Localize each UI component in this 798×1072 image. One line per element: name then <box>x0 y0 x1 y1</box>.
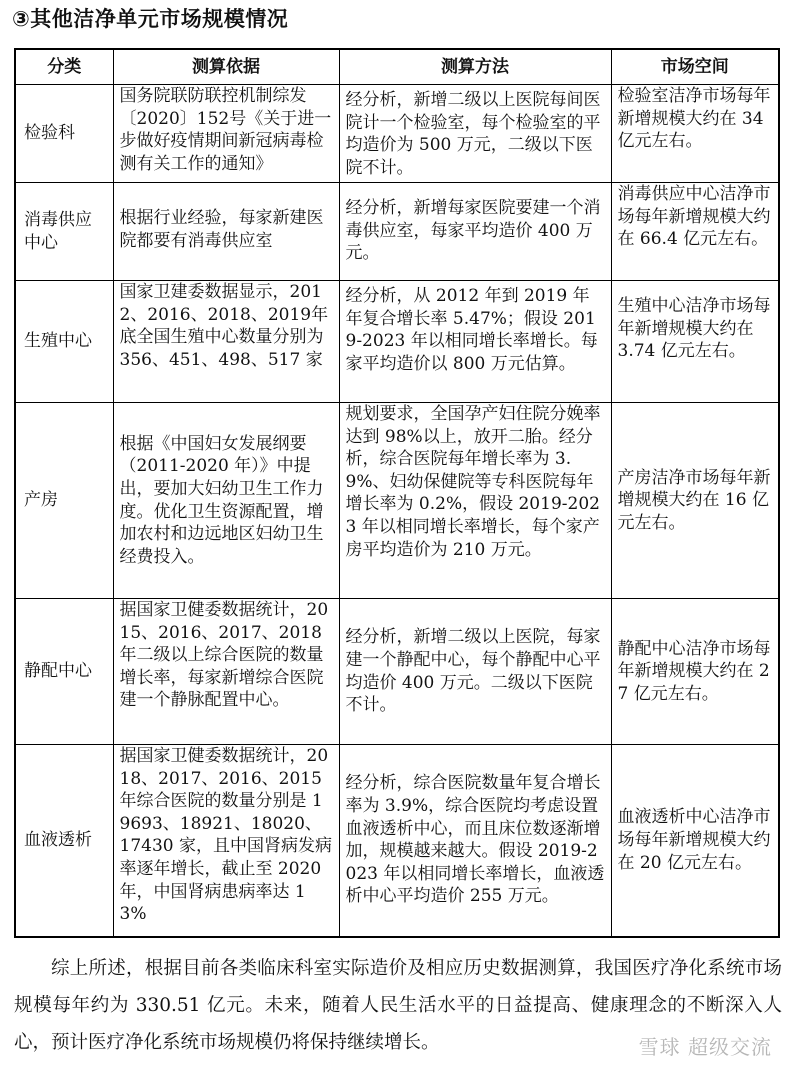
row-basis: 根据《中国妇女发展纲要（2011-2020 年）》中提出，要加大妇幼卫生工作力度。优化卫生资源配置，增加农村和边远地区妇幼卫生经费投入。 <box>113 403 339 599</box>
row-basis: 国务院联防联控机制综发〔2020〕152号《关于进一步做好疫情期间新冠病毒检测有关工作的通知》 <box>113 85 339 183</box>
row-basis: 据国家卫健委数据统计，2015、2016、2017、2018 年二级以上综合医院的数量增长率，每家新增综合医院建一个静脉配置中心。 <box>113 599 339 745</box>
row-basis: 国家卫建委数据显示，2012、2016、2018、2019年底全国生殖中心数量分别为 356、451、498、517 家 <box>113 281 339 403</box>
watermark: 雪球 超级交流 <box>638 1035 772 1059</box>
table-row <box>15 599 779 745</box>
row-basis: 根据行业经验，每家新建医院都要有消毒供应室 <box>113 183 339 281</box>
row-market-space: 消毒供应中心洁净市场每年新增规模大约在 66.4 亿元左右。 <box>611 183 779 281</box>
market-size-table <box>14 48 780 938</box>
row-method: 规划要求，全国孕产妇住院分娩率达到 98%以上，放开二胎。经分析，综合医院每年增长率为 3.9%、妇幼保健院等专科医院每年增长率为 0.2%，假设 2019-2023 年以相同增长率增长，每个家产房平均造价为 210 万元。 <box>339 403 611 599</box>
section-title: ③其他洁净单元市场规模情况 <box>12 7 289 31</box>
row-method: 经分析，综合医院数量年复合增长率为 3.9%，综合医院均考虑设置血液透析中心，而且床位数逐渐增加，规模越来越大。假设 2019-2023 年以相同增长率增长，血液透析中心平均造价 255 万元。 <box>339 745 611 937</box>
table-row <box>15 403 779 599</box>
table-row <box>15 281 779 403</box>
row-category: 检验科 <box>15 85 113 183</box>
row-basis: 据国家卫健委数据统计，2018、2017、2016、2015 年综合医院的数量分别是 19693、18921、18020、17430 家，且中国肾病发病率逐年增长，截止至 2020 年，中国肾病患病率达 13% <box>113 745 339 937</box>
row-market-space: 静配中心洁净市场每年新增规模大约在 27 亿元左右。 <box>611 599 779 745</box>
row-method: 经分析，从 2012 年到 2019 年年复合增长率 5.47%；假设 2019-2023 年以相同增长率增长。每家平均造价以 800 万元估算。 <box>339 281 611 403</box>
row-market-space: 产房洁净市场每年新增规模大约在 16 亿元左右。 <box>611 403 779 599</box>
row-method: 经分析，新增每家医院要建一个消毒供应室，每家平均造价 400 万元。 <box>339 183 611 281</box>
row-market-space: 血液透析中心洁净市场每年新增规模大约在 20 亿元左右。 <box>611 745 779 937</box>
table-row <box>15 745 779 937</box>
header-category: 分类 <box>15 49 113 85</box>
row-category: 生殖中心 <box>15 281 113 403</box>
row-method: 经分析，新增二级以上医院，每家建一个静配中心，每个静配中心平均造价 400 万元。二级以下医院不计。 <box>339 599 611 745</box>
header-method: 测算方法 <box>339 49 611 85</box>
row-market-space: 生殖中心洁净市场每年新增规模大约在 3.74 亿元左右。 <box>611 281 779 403</box>
row-market-space: 检验室洁净市场每年新增规模大约在 34 亿元左右。 <box>611 85 779 183</box>
row-category: 血液透析 <box>15 745 113 937</box>
row-category: 消毒供应中心 <box>15 183 113 281</box>
table-row <box>15 85 779 183</box>
header-market-space: 市场空间 <box>611 49 779 85</box>
summary-paragraph: 综上所述，根据目前各类临床科室实际造价及相应历史数据测算，我国医疗净化系统市场规模每年约为 330.51 亿元。未来，随着人民生活水平的日益提高、健康理念的不断深入人心，预计医疗净化系统市场规模仍将保持继续增长。 <box>14 958 782 1053</box>
row-category: 产房 <box>15 403 113 599</box>
row-method: 经分析，新增二级以上医院每间医院计一个检验室，每个检验室的平均造价为 500 万元，二级以下医院不计。 <box>339 85 611 183</box>
header-basis: 测算依据 <box>113 49 339 85</box>
row-category: 静配中心 <box>15 599 113 745</box>
table-header-row <box>15 49 779 85</box>
table-row <box>15 183 779 281</box>
